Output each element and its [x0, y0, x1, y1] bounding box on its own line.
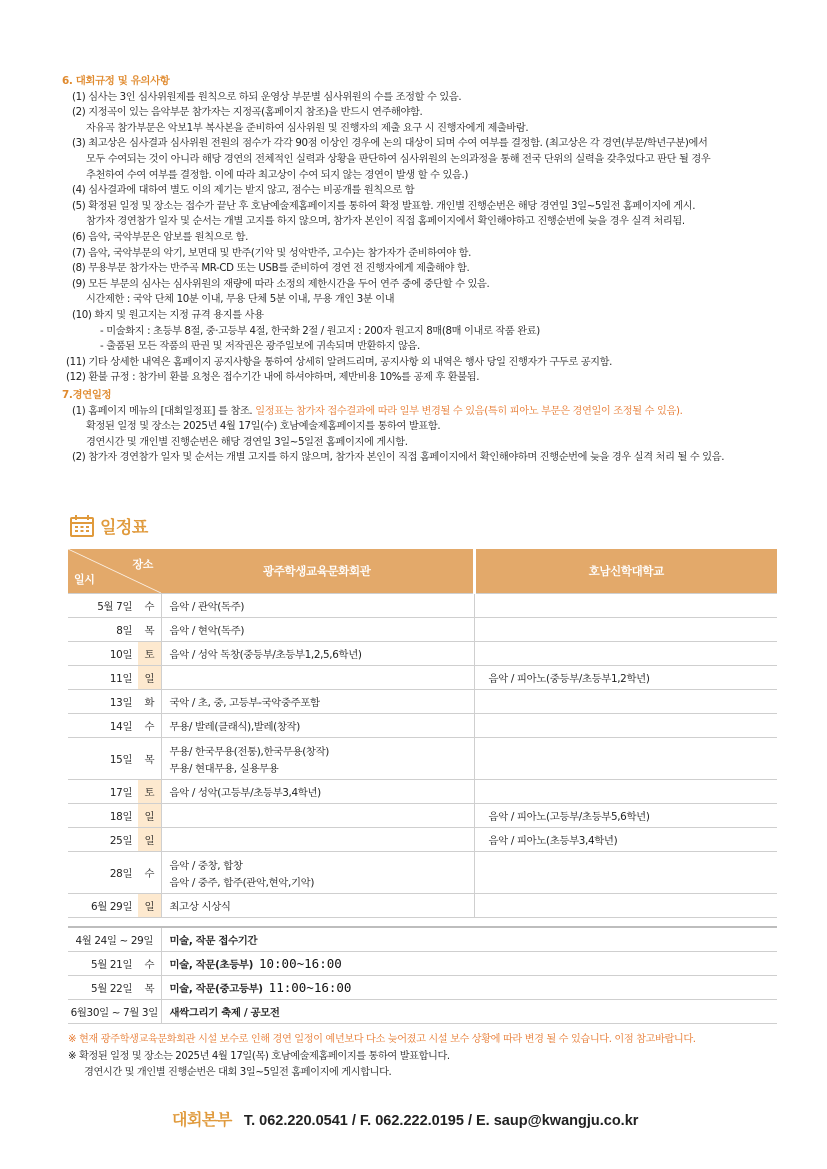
schedule-venue2-event [474, 594, 777, 618]
extra-day: 수 [138, 952, 161, 976]
event-line: 무용/ 한국무용(전통),한국무용(창작) [169, 745, 329, 758]
schedule-venue1-event [161, 690, 474, 714]
schedule-venue1-event [161, 594, 474, 618]
schedule-day: 토 [138, 780, 161, 804]
table-row [68, 642, 777, 666]
schedule-info-2: (2) 참가자 경연참가 일자 및 순서는 개별 고지를 하지 않으며, 참가자 본인이 직접 홈페이지에서 확인해야하며 진행순번에 늦을 경우 실격 처리 될 수 있음. [72, 452, 725, 464]
rule-5-detail: 참가자 경연참가 일자 및 순서는 개별 고지를 하지 않으며, 참가자 본인이 직접 홈페이지에서 확인해야하고 진행순번에 늦을 경우 실격 처리됨. [86, 216, 685, 228]
schedule-date: 15일 [68, 738, 138, 780]
extra-event-text: 새싹그리기 축제 / 공모전 [169, 1007, 280, 1019]
table-row [68, 852, 777, 894]
schedule-venue1-event [161, 780, 474, 804]
schedule-venue1-event [161, 894, 474, 918]
extra-event-text: 미술, 작문(초등부) [169, 959, 253, 971]
rule-10-detail-1: - 미술화지 : 초등부 8절, 중·고등부 4절, 한국화 2절 / 원고지 : 200자 원고지 8매(8매 이내로 작품 완료) [100, 325, 540, 337]
footer-contact: T. 062.220.0541 / F. 062.222.0195 / E. saup@kwangju.co.kr [243, 1113, 639, 1129]
event-line: 최고상 시상식 [169, 901, 231, 913]
extra-event [161, 1000, 777, 1024]
table-separator [68, 918, 777, 928]
extra-date: 5월 21일 [68, 952, 138, 976]
event-line: 음악 / 성악(고등부/초등부3,4학년) [169, 787, 321, 799]
schedule-venue2-event [474, 618, 777, 642]
rule-3-detail-1: 모두 수여되는 것이 아니라 해당 경연의 전체적인 실력과 상황을 판단하여 심사위원의 논의과정을 통해 전국 단위의 실력을 갖추었다고 판단 될 경우 [86, 153, 711, 165]
event-line: 국악 / 초, 중, 고등부-국악중주포함 [169, 697, 320, 709]
schedule-venue2-event: 음악 / 피아노(중등부/초등부1,2학년) [474, 666, 777, 690]
calendar-icon [70, 515, 94, 537]
header-date-label: 일시 [74, 573, 95, 586]
schedule-info-1 [62, 404, 782, 420]
schedule-venue1-event [161, 852, 474, 894]
rule-10-detail-2: - 출품된 모든 작품의 판권 및 저작권은 광주일보에 귀속되며 반환하지 않음. [100, 341, 420, 353]
extra-date: 5월 22일 [68, 976, 138, 1000]
schedule-venue2-event [474, 780, 777, 804]
event-line: 음악 / 성악 독창(중등부/초등부1,2,5,6학년) [169, 649, 362, 661]
schedule-date: 8일 [68, 618, 138, 642]
header-corner [68, 549, 161, 594]
schedule-venue2-event [474, 714, 777, 738]
extra-event-time: 10:00~16:00 [258, 956, 342, 971]
event-line: 음악 / 관악(독주) [169, 601, 245, 613]
schedule-info-section [62, 388, 782, 466]
schedule-date: 25일 [68, 828, 138, 852]
event-line: 무용/ 현대무용, 실용무용 [169, 762, 279, 775]
schedule-venue2-event [474, 738, 777, 780]
schedule-day: 수 [138, 852, 161, 894]
event-line: 무용/ 발레(클래식),발레(창작) [169, 721, 300, 733]
extra-event [161, 927, 777, 952]
rule-2-detail: 자유곡 참가부문은 악보1부 복사본을 준비하여 심사위원 및 진행자의 제출 요구 시 진행자에게 제출바람. [86, 122, 529, 134]
rule-11: (11) 기타 상세한 내역은 홈페이지 공지사항을 통하여 상세히 알려드리며, 공지사항 외 내역은 행사 당일 진행자가 구두로 공지함. [66, 356, 613, 368]
footer [172, 1107, 638, 1130]
table-row [68, 690, 777, 714]
schedule-info-1-text: (1) 홈페이지 메뉴의 [대회일정표] 를 참조. [72, 405, 256, 417]
schedule-day: 일 [138, 828, 161, 852]
schedule-table [68, 549, 777, 1024]
header-venue-2: 호남신학대학교 [474, 549, 777, 594]
schedule-day: 토 [138, 642, 161, 666]
header-venue-1: 광주학생교육문화회관 [161, 549, 474, 594]
rule-7: (7) 음악, 국악부문의 악기, 보면대 및 반주(기악 및 성악반주, 고수)는 참가자가 준비하여야 함. [72, 247, 472, 259]
table-row [68, 952, 777, 976]
event-line: 음악 / 현악(독주) [169, 625, 245, 637]
footer-hq-label: 대회본부 [172, 1110, 232, 1129]
rule-2: (2) 지정곡이 있는 음악부문 참가자는 지정곡(홈페이지 참조)을 반드시 연주해야함. [72, 107, 423, 119]
schedule-day: 수 [138, 594, 161, 618]
table-row [68, 666, 777, 690]
extra-date-range: 6월30일 ~ 7월 3일 [68, 1000, 161, 1024]
table-header-row [68, 549, 777, 594]
table-row [68, 1000, 777, 1024]
extra-date-range: 4월 24일 ~ 29일 [68, 927, 161, 952]
schedule-info-1-detail-2: 경연시간 및 개인별 진행순번은 해당 경연일 3일~5일전 홈페이지에 게시함. [86, 436, 408, 448]
extra-event-text: 미술, 작문 접수기간 [169, 935, 258, 947]
extra-event [161, 976, 777, 1000]
extra-event-time: 11:00~16:00 [268, 980, 352, 995]
schedule-venue2-event: 음악 / 피아노(초등부3,4학년) [474, 828, 777, 852]
schedule-day: 화 [138, 690, 161, 714]
schedule-date: 28일 [68, 852, 138, 894]
rule-6: (6) 음악, 국악부문은 암보를 원칙으로 함. [72, 231, 248, 243]
table-row [68, 618, 777, 642]
schedule-date: 6월 29일 [68, 894, 138, 918]
schedule-date: 14일 [68, 714, 138, 738]
schedule-date: 11일 [68, 666, 138, 690]
table-row [68, 738, 777, 780]
table-row [68, 714, 777, 738]
schedule-venue2-event [474, 852, 777, 894]
rule-9: (9) 모든 부문의 심사는 심사위원의 재량에 따라 소정의 제한시간을 두어 연주 중에 중단할 수 있음. [72, 278, 490, 290]
schedule-venue1-event [161, 738, 474, 780]
schedule-extra-rows [68, 927, 777, 1024]
schedule-venue1-event [161, 666, 474, 690]
table-row [68, 804, 777, 828]
notes [68, 1032, 788, 1082]
table-row [68, 828, 777, 852]
schedule-info-heading: 7.경연일정 [62, 389, 112, 401]
header-place-label: 장소 [132, 558, 153, 571]
rule-1: (1) 심사는 3인 심사위원제를 원칙으로 하되 운영상 부문별 심사위원의 수를 조정할 수 있음. [72, 91, 462, 103]
extra-event [161, 952, 777, 976]
schedule-venue1-event [161, 804, 474, 828]
schedule-day: 목 [138, 738, 161, 780]
schedule-date: 18일 [68, 804, 138, 828]
rule-5: (5) 확정된 일정 및 장소는 접수가 끝난 후 호남예술제홈페이지를 통하여 확정 발표함. 개인별 진행순번은 해당 경연일 3일~5일전 홈페이지에 게시. [72, 200, 696, 212]
schedule-info-1-detail-1: 확정된 일정 및 장소는 2025년 4월 17일(수) 호남예술제홈페이지를 통하여 발표함. [86, 421, 441, 433]
note-announcement-detail: 경연시간 및 개인별 진행순번은 대회 3일~5일전 홈페이지에 게시합니다. [84, 1067, 392, 1078]
schedule-venue1-event [161, 714, 474, 738]
note-facility: ※ 현재 광주학생교육문화회관 시설 보수로 인해 경연 일정이 예년보다 다소 늦어졌고 시설 보수 상황에 따라 변경 될 수 있습니다. 이점 참고바랍니다. [68, 1034, 696, 1045]
rules-heading: 6. 대회규정 및 유의사항 [62, 75, 170, 87]
rule-9-detail: 시간제한 : 국악 단체 10분 이내, 무용 단체 5분 이내, 무용 개인 3분 이내 [86, 294, 395, 306]
schedule-venue1-event [161, 642, 474, 666]
table-row [68, 594, 777, 618]
rule-3-detail-2: 추천하여 수여 여부를 결정함. 이에 따라 최고상이 수여 되지 않는 경연이 발생 할 수 있음.) [86, 169, 469, 181]
schedule-date: 10일 [68, 642, 138, 666]
schedule-day: 일 [138, 894, 161, 918]
schedule-venue2-event [474, 690, 777, 714]
table-row [68, 976, 777, 1000]
table-row [68, 894, 777, 918]
rule-12: (12) 환불 규정 : 참가비 환불 요청은 접수기간 내에 하셔야하며, 제반비용 10%를 공제 후 환불됨. [66, 372, 480, 384]
rules-section [62, 74, 782, 386]
schedule-date: 5월 7일 [68, 594, 138, 618]
rule-10: (10) 화지 및 원고지는 지정 규격 용지를 사용 [72, 309, 264, 321]
extra-day: 목 [138, 976, 161, 1000]
schedule-day: 일 [138, 804, 161, 828]
schedule-venue1-event [161, 828, 474, 852]
schedule-venue2-event [474, 894, 777, 918]
schedule-date: 13일 [68, 690, 138, 714]
schedule-change-notice: 일정표는 참가자 접수결과에 따라 일부 변경될 수 있음(특히 피아노 부문은 경연일이 조정될 수 있음). [255, 405, 683, 417]
schedule-title [70, 513, 148, 538]
schedule-rows [68, 594, 777, 918]
schedule-venue2-event [474, 642, 777, 666]
schedule-day: 일 [138, 666, 161, 690]
schedule-date: 17일 [68, 780, 138, 804]
schedule-venue2-event: 음악 / 피아노(고등부/초등부5,6학년) [474, 804, 777, 828]
event-line: 음악 / 중주, 합주(관악,현악,기악) [169, 876, 315, 889]
rule-8: (8) 무용부문 참가자는 반주곡 MR-CD 또는 USB를 준비하여 경연 전 진행자에게 제출해야 함. [72, 263, 470, 275]
rule-4: (4) 심사결과에 대하여 별도 이의 제기는 받지 않고, 점수는 비공개를 원칙으로 함 [72, 185, 415, 197]
extra-event-text: 미술, 작문(중고등부) [169, 983, 263, 995]
table-row [68, 927, 777, 952]
note-announcement: ※ 확정된 일정 및 장소는 2025년 4월 17일(목) 호남예술제홈페이지를 통하여 발표합니다. [68, 1050, 450, 1062]
rule-3: (3) 최고상은 심사결과 심사위원 전원의 점수가 각각 90점 이상인 경우에 논의 대상이 되며 수여 여부를 결정함. (최고상은 각 경연(부문/학년구분)에서 [72, 138, 708, 150]
schedule-day: 목 [138, 618, 161, 642]
schedule-title-text: 일정표 [100, 518, 148, 538]
schedule-day: 수 [138, 714, 161, 738]
table-row [68, 780, 777, 804]
schedule-venue1-event [161, 618, 474, 642]
event-line: 음악 / 중창, 합창 [169, 859, 243, 872]
